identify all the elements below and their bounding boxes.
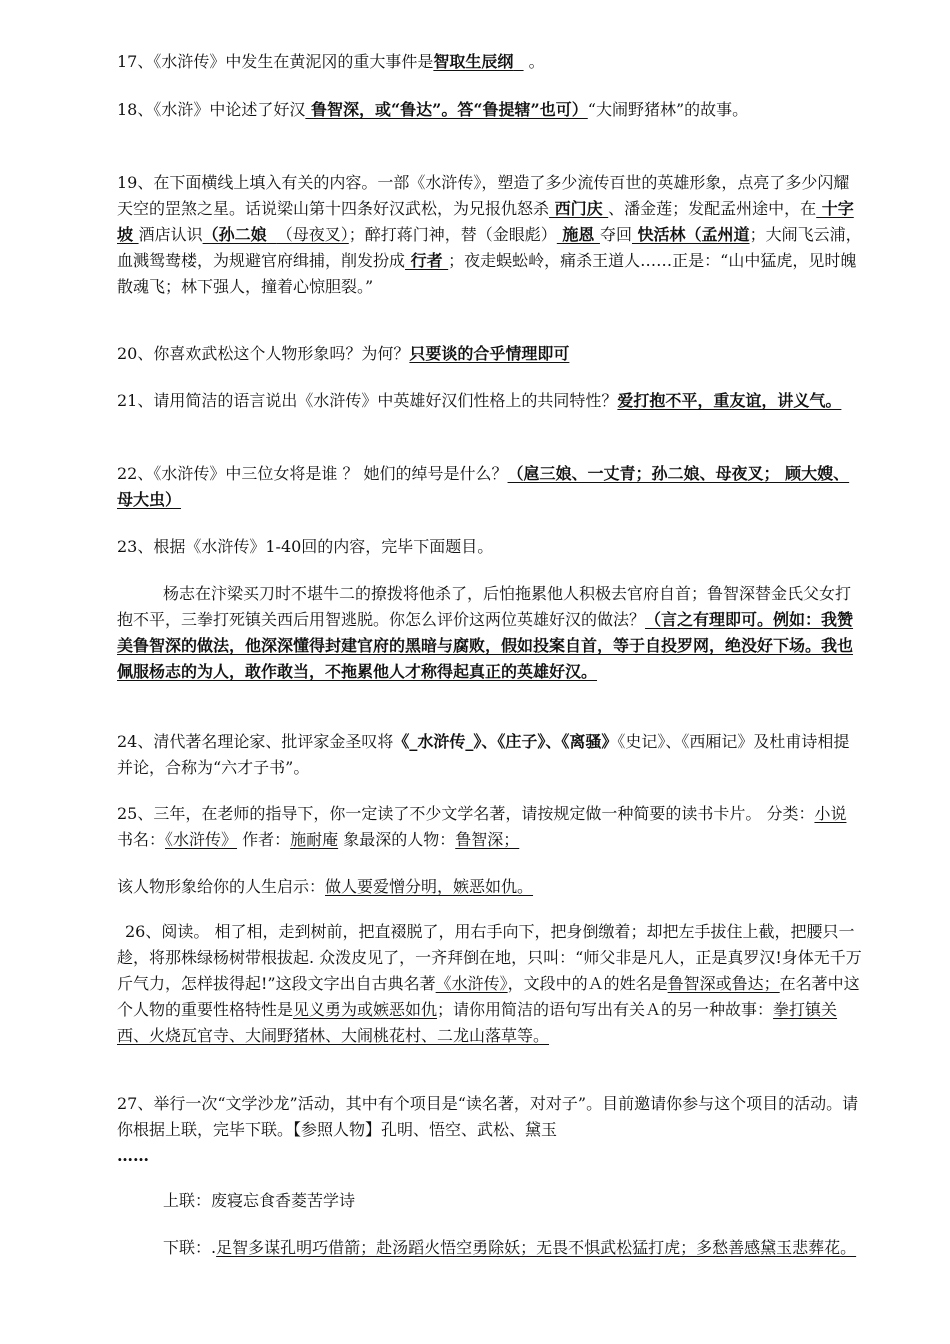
q27-upper-label: 上联： [163, 1191, 212, 1210]
q19-text-2: 、潘金莲；发配孟州途中，在 [608, 199, 817, 218]
q19-answer-5: 快活林（孟州道 [631, 225, 750, 244]
question-24 [117, 729, 863, 781]
q24-answer: 《_水浒传_》、《庄子》、《离骚》 [393, 732, 618, 751]
q27-upper-couplet [117, 1188, 863, 1214]
question-21 [117, 388, 863, 414]
question-23-body [117, 581, 863, 685]
q17-suffix: 。 [523, 52, 545, 71]
q25-title-label: 书名： [117, 830, 166, 849]
q27-lower-couplet [117, 1235, 863, 1261]
question-17 [117, 49, 863, 75]
q27-upper: 废寝忘食香菱苦学诗 [211, 1191, 356, 1210]
q26-text-4: ；请你用简洁的语句写出有关Ａ的另一种故事： [437, 1000, 774, 1019]
q27-lower: 足智多谋孔明巧借箭；赴汤蹈火悟空勇除妖；无畏不惧武松猛打虎；多愁善感黛玉悲葬花。 [216, 1238, 857, 1257]
question-26 [117, 919, 863, 1049]
q19-answer-6: 行者 [405, 251, 449, 270]
q27-ellipsis: …… [117, 1146, 149, 1165]
q25-category: 小说 [814, 804, 847, 823]
q26-text-1: 26、阅读。 相了相，走到树前，把直裰脱了，用右手向下，把身倒缴着；却把左手拔住上截，把腰只一趁，将那株绿杨树带根拔起. 众泼皮见了，一齐拜倒在地，只叫：“师父非是凡人，正是真罗汉!身体无千万斤气力，怎样拔得起!”这段文字出自古典名著 [117, 922, 862, 993]
q19-answer-1: 西门庆 [549, 199, 609, 218]
q25-lesson-label: 该人物形象给你的人生启示： [117, 877, 326, 896]
q19-text-6: 夺回 [599, 225, 632, 244]
question-25 [117, 801, 863, 853]
q25-lesson: 做人要爱憎分明，嫉恶如仇。 [325, 877, 534, 896]
q21-text: 21、请用简洁的语言说出《水浒传》中英雄好汉们性格上的共同特性？ [117, 391, 618, 410]
q26-text-3: 在名著中这个人物的重要性格特性是 [117, 974, 860, 1019]
q25-text: 25、三年，在老师的指导下，你一定读了不少文学名著，请按规定做一种简要的读书卡片。 分类： [117, 804, 815, 823]
q25-author-label: 作者： [237, 830, 291, 849]
q26-answer-4: 拳打镇关西、火烧瓦官寺、大闹野猪林、大闹桃花村、二龙山落草等。 [117, 1000, 838, 1045]
question-19 [117, 170, 863, 300]
q24-text: 24、清代著名理论家、批评家金圣叹将 [117, 732, 394, 751]
q19-text-7: ；大闹飞云浦，血溅鸳鸯楼，为规避官府缉捕，削发扮成 [117, 225, 862, 270]
q19-text-4: （母夜叉） [276, 225, 349, 244]
q19-answer-3: （孙二娘 [202, 225, 267, 244]
question-23-prompt [117, 534, 863, 560]
q23-body: 杨志在汴梁买刀时不堪牛二的撩拨将他杀了，后怕拖累他人积极去官府自首；鲁智深替金氏父女打抱不平，三拳打死镇关西后用智逃脱。你怎么评价这两位英雄好汉的做法？ [117, 584, 852, 629]
question-18 [117, 97, 863, 123]
q17-text: 17、《水浒传》中发生在黄泥冈的重大事件是 [117, 52, 434, 71]
q19-text-3: 酒店认识 [138, 225, 203, 244]
q25-character: 鲁智深； [455, 830, 520, 849]
q24-suffix: 《史记》、《西厢记》及杜甫诗相提并论，合称为“六才子书”。 [117, 732, 850, 777]
q19-text-1: 19、在下面横线上填入有关的内容。一部《水浒传》，塑造了多少流传百世的英雄形象，点亮了多少闪耀天空的罡煞之星。话说梁山第十四条好汉武松，为兄报仇怒杀 [117, 173, 850, 218]
q25-book-title: 《水浒传》 [165, 830, 238, 849]
q17-answer: 智取生辰纲 [433, 52, 514, 71]
question-27 [117, 1091, 863, 1169]
q26-answer-3: 见义勇为或嫉恶如仇 [293, 1000, 438, 1019]
question-22 [117, 461, 863, 513]
q19-answer-4: 施恩 [556, 225, 600, 244]
q19-answer-2: 十字坡 [117, 199, 854, 244]
q21-answer: 爱打抱不平，重友谊，讲义气。 [617, 391, 842, 410]
q26-answer-1: 《水浒传》 [435, 974, 508, 993]
q19-text-8: ；夜走蜈蚣岭，痛杀王道人……正是：“山中猛虎，见时魄散魂飞；林下强人，撞着心惊胆裂。” [117, 251, 857, 296]
q25-character-label: 象最深的人物： [338, 830, 456, 849]
q26-text-2: ，文段中的Ａ的姓名是 [507, 974, 668, 993]
q20-text: 20、你喜欢武松这个人物形象吗？为何？ [117, 344, 410, 363]
q22-text: 22、《水浒传》中三位女将是谁 ？ 她们的绰号是什么？ [117, 464, 508, 483]
q18-answer: 鲁智深，或“鲁达”。答“鲁提辖”也可） [305, 100, 588, 119]
q20-answer: 只要谈的合乎情理即可 [409, 344, 570, 363]
question-20 [117, 341, 863, 367]
q18-suffix: “大闹野猪林”的故事。 [587, 100, 749, 119]
q26-answer-2: 鲁智深或鲁达； [667, 974, 780, 993]
q19-text-5: ；醉打蒋门神，替（金眼彪） [348, 225, 557, 244]
q27-prompt: 27、举行一次“文学沙龙”活动，其中有个项目是“读名著，对对子”。目前邀请你参与这个项目的活动。请你根据上联，完毕下联。【参照人物】孔明、悟空、武松、黛玉 [117, 1094, 859, 1139]
question-25-lesson [117, 874, 863, 900]
q23-answer: （言之有理即可。例如：我赞美鲁智深的做法，他深深懂得封建官府的黑暗与腐败，假如投案自首，等于自投罗网，绝没好下场。我也佩服杨志的为人，敢作敢当，不拖累他人才称得起真正的英雄好汉。 [117, 610, 854, 681]
q18-text: 18、《水浒》中论述了好汉 [117, 100, 306, 119]
q23-prompt: 23、根据《水浒传》1-40回的内容，完毕下面题目。 [117, 537, 494, 556]
q22-answer: （扈三娘、一丈青；孙二娘、母夜叉； 顾大嫂、母大虫） [117, 464, 850, 509]
q27-lower-label: 下联：. [163, 1238, 217, 1257]
q25-author: 施耐庵 [290, 830, 339, 849]
